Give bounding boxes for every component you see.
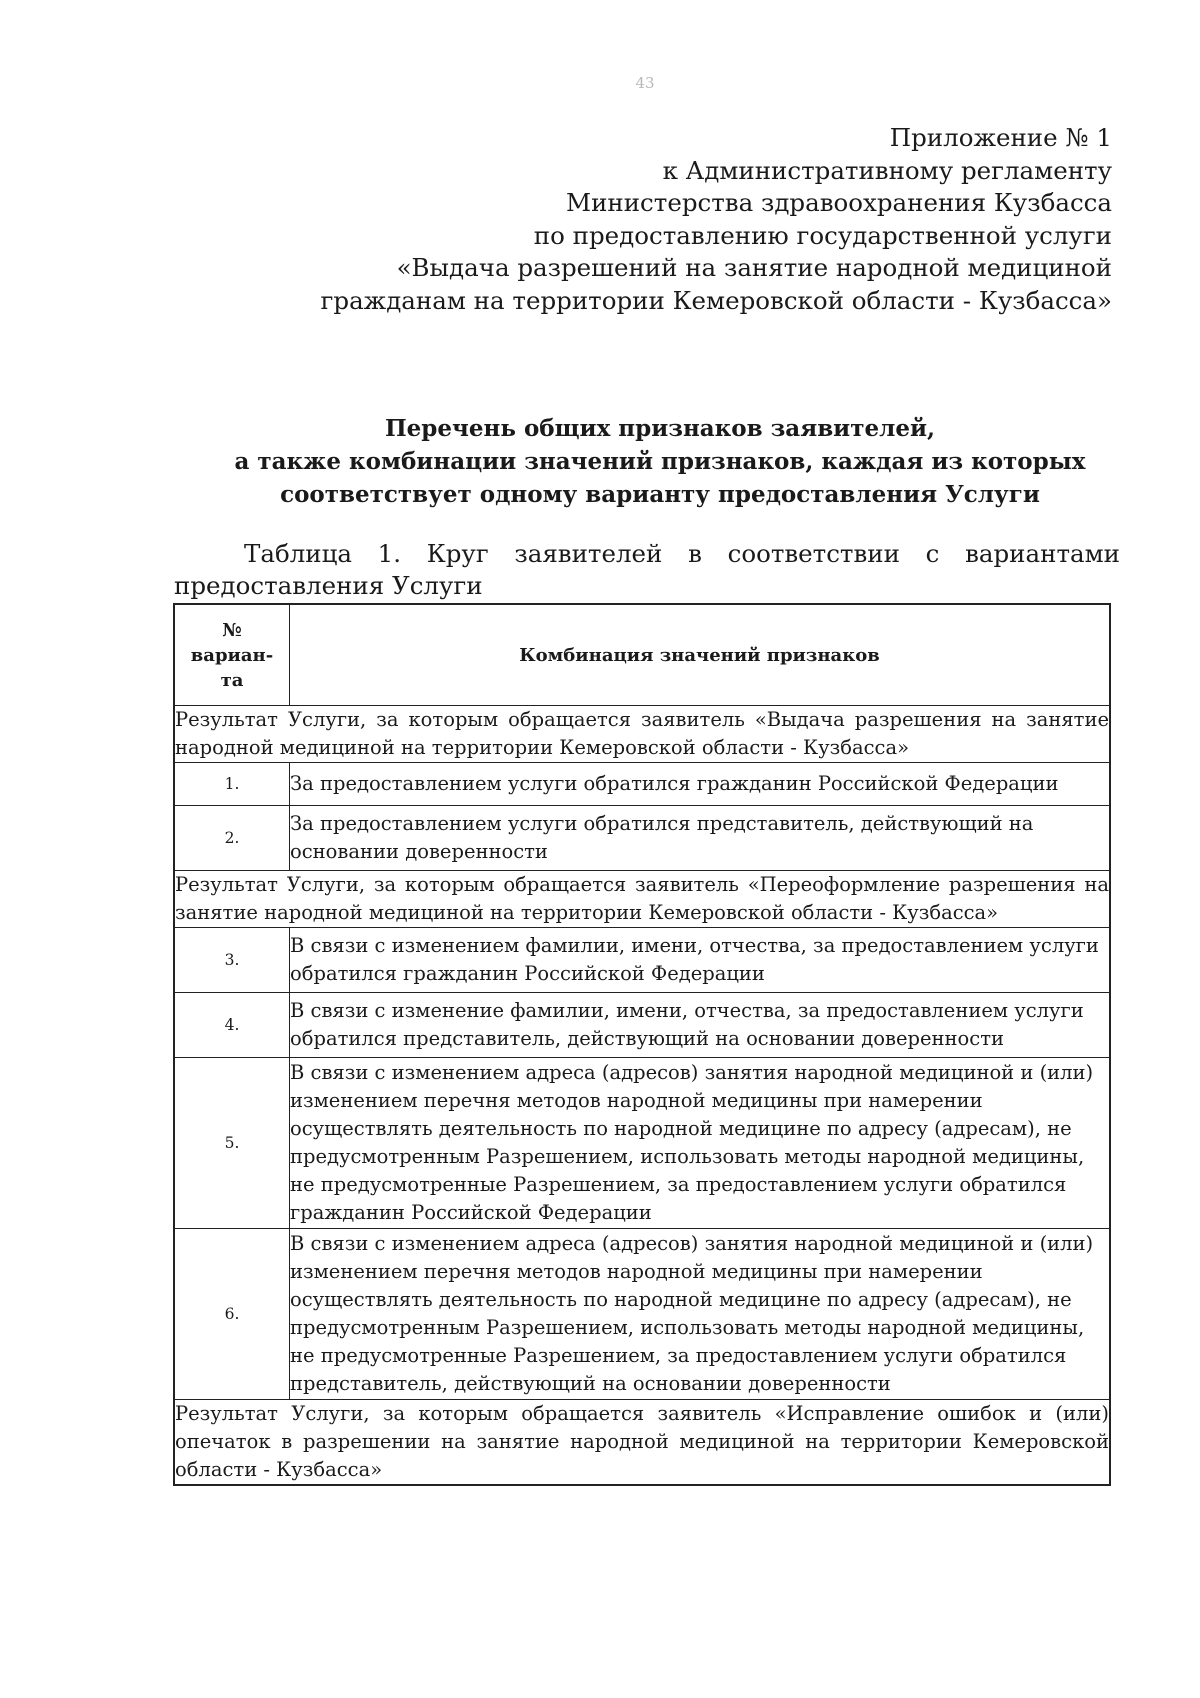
criteria-table	[173, 603, 1111, 1486]
result-cell: Результат Услуги, за которым обращается заявитель «Переоформление разрешения на занятие народной медициной на территории Кемеровской области - Кузбасса»	[174, 871, 1110, 928]
result-row	[174, 706, 1110, 763]
table-row	[174, 1229, 1110, 1400]
variant-description: В связи с изменением фамилии, имени, отчества, за предоставлением услуги обратился гражданин Российской Федерации	[290, 928, 1111, 993]
variant-description: В связи с изменение фамилии, имени, отчества, за предоставлением услуги обратился представитель, действующий на основании доверенности	[290, 993, 1111, 1058]
table-row	[174, 928, 1110, 993]
variant-description: За предоставлением услуги обратился гражданин Российской Федерации	[290, 763, 1111, 806]
result-cell: Результат Услуги, за которым обращается заявитель «Выдача разрешения на занятие народной медициной на территории Кемеровской области - Кузбасса»	[174, 706, 1110, 763]
table-row	[174, 806, 1110, 871]
document-title	[160, 412, 1160, 511]
table-caption	[174, 538, 1120, 602]
table-header-row	[174, 604, 1110, 706]
appendix-line: гражданам на территории Кемеровской области - Кузбасса»	[320, 285, 1112, 315]
appendix-block	[321, 122, 1112, 317]
result-cell: Результат Услуги, за которым обращается заявитель «Исправление ошибок и (или) опечаток в разрешении на занятие народной медициной на территории Кемеровской области - Кузбасса»	[174, 1400, 1110, 1486]
table-row	[174, 993, 1110, 1058]
appendix-line: к Административному регламенту	[662, 155, 1112, 185]
variant-number: 2.	[174, 806, 290, 871]
header-num-line: №	[222, 619, 242, 641]
header-num-line: вариан-	[190, 644, 274, 666]
title-line: а также комбинации значений признаков, каждая из которых	[234, 448, 1086, 475]
header-variant-number	[174, 604, 290, 706]
result-row	[174, 871, 1110, 928]
caption-line-2: предоставления Услуги	[174, 571, 483, 600]
variant-description: За предоставлением услуги обратился представитель, действующий на основании доверенности	[290, 806, 1111, 871]
variant-description: В связи с изменением адреса (адресов) занятия народной медициной и (или) изменением перечня методов народной медицины при намерении осуществлять деятельность по народной медицине по адресу (адресам), не предусмотренным Разрешением, использовать методы народной медицины, не предусмотренные Разрешением, за предоставлением услуги обратился гражданин Российской Федерации	[290, 1058, 1111, 1229]
variant-number: 3.	[174, 928, 290, 993]
result-row	[174, 1400, 1110, 1486]
caption-line-1: Таблица 1. Круг заявителей в соответствии с вариантами	[244, 539, 1120, 568]
table-row	[174, 1058, 1110, 1229]
header-num-line: та	[220, 669, 244, 691]
header-combination: Комбинация значений признаков	[290, 604, 1111, 706]
variant-number: 4.	[174, 993, 290, 1058]
appendix-line: Приложение № 1	[889, 123, 1112, 152]
appendix-line: по предоставлению государственной услуги	[533, 220, 1112, 250]
title-line: соответствует одному варианту предоставления Услуги	[280, 481, 1040, 508]
appendix-line: «Выдача разрешений на занятие народной медициной	[396, 253, 1112, 282]
variant-description: В связи с изменением адреса (адресов) занятия народной медициной и (или) изменением перечня методов народной медицины при намерении осуществлять деятельность по народной медицине по адресу (адресам), не предусмотренным Разрешением, использовать методы народной медицины, не предусмотренные Разрешением, за предоставлением услуги обратился представитель, действующий на основании доверенности	[290, 1229, 1111, 1400]
variant-number: 1.	[174, 763, 290, 806]
table-row	[174, 763, 1110, 806]
appendix-line: Министерства здравоохранения Кузбасса	[565, 188, 1112, 217]
page-number: 43	[635, 74, 655, 92]
variant-number: 5.	[174, 1058, 290, 1229]
variant-number: 6.	[174, 1229, 290, 1400]
title-line: Перечень общих признаков заявителей,	[384, 415, 936, 442]
